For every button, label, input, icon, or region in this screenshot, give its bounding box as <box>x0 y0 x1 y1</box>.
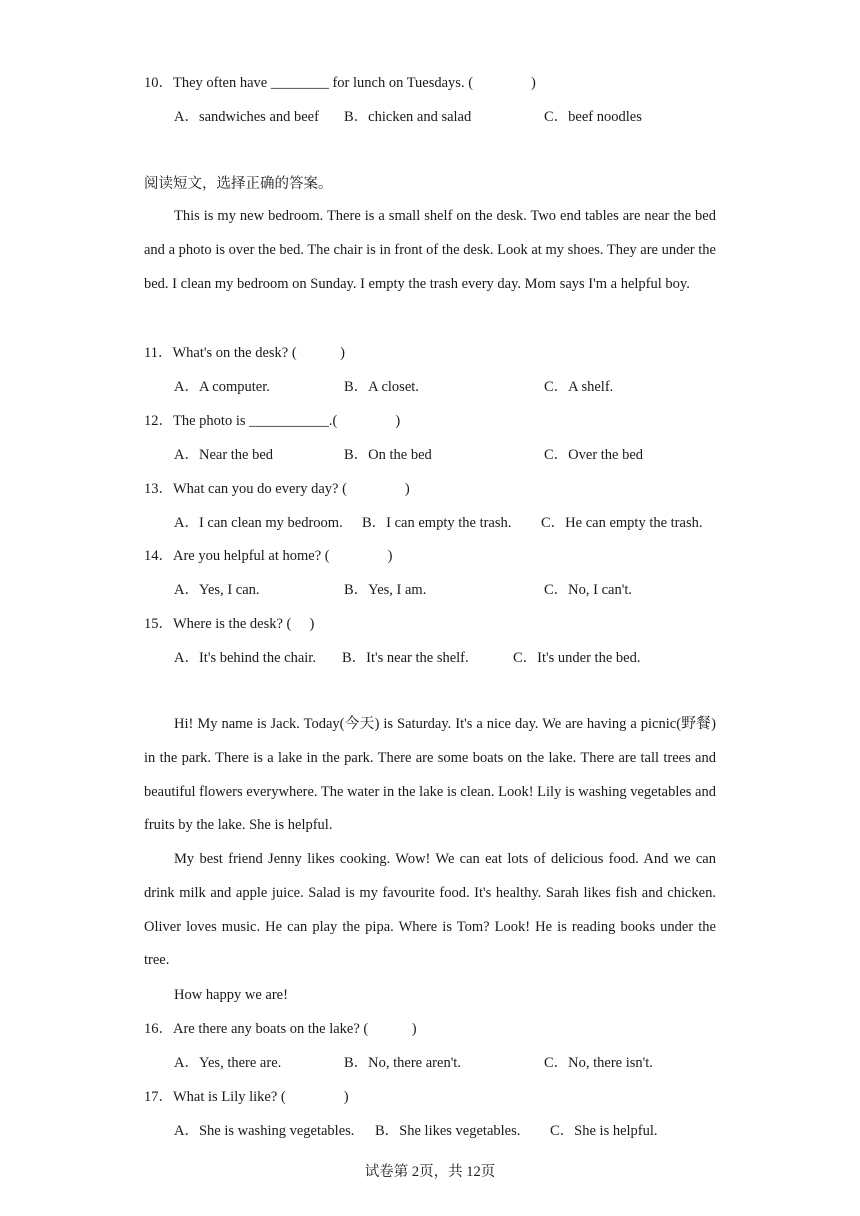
question-14-option-b: B．Yes, I am. <box>344 582 427 598</box>
question-11-option-b: B．A closet. <box>344 379 419 395</box>
question-15-option-a: A．It's behind the chair. <box>174 650 316 666</box>
page-footer: 试卷第 2页，共 12页 <box>364 1164 496 1180</box>
question-17-stem: 17．What is Lily like? ( ) <box>144 1089 349 1105</box>
question-10-option-b: B．chicken and salad <box>344 109 472 125</box>
question-17-option-a: A．She is washing vegetables. <box>174 1123 355 1139</box>
question-14-stem: 14．Are you helpful at home? ( ) <box>144 548 393 564</box>
passage-1-text: This is my new bedroom. There is a small shelf on the desk. Two end tables are near the bed and a photo is over the bed. The chair is in front of the desk. Look at my shoes. They are under the bed. I clean my bedroom on Sunday. I empty the trash every day. Mom says I'm a helpful boy. <box>144 208 716 292</box>
question-14-option-a: A．Yes, I can. <box>174 582 260 598</box>
question-10-option-a: A．sandwiches and beef <box>174 109 319 125</box>
question-10-option-c: C．beef noodles <box>544 109 642 125</box>
question-15-option-b: B．It's near the shelf. <box>342 650 469 666</box>
question-14-option-c: C．No, I can't. <box>544 582 632 598</box>
question-16-option-b: B．No, there aren't. <box>344 1055 461 1071</box>
question-16-stem: 16．Are there any boats on the lake? ( ) <box>144 1021 417 1037</box>
passage-2-paragraph-2-text: My best friend Jenny likes cooking. Wow! We can eat lots of delicious food. And we can drink milk and apple juice. Salad is my favourite food. It's healthy. Sarah likes fish and chicken. Oliver loves music. He can play the pipa. Where is Tom? Look! He is reading books under the tree. <box>144 851 716 969</box>
passage-2-paragraph-3: How happy we are! <box>174 987 288 1003</box>
question-17-option-b: B．She likes vegetables. <box>375 1123 521 1139</box>
question-12-option-a: A．Near the bed <box>174 447 274 463</box>
passage-2-paragraph-2 <box>144 843 716 978</box>
question-13-option-b: B．I can empty the trash. <box>362 515 512 531</box>
question-10-stem: 10．They often have ________ for lunch on Tuesdays. ( ) <box>144 75 536 91</box>
section-instruction: 阅读短文，选择正确的答案。 <box>144 176 333 192</box>
passage-1 <box>144 200 716 301</box>
question-12-option-c: C．Over the bed <box>544 447 644 463</box>
question-12-stem: 12．The photo is ___________.( ) <box>144 413 401 429</box>
question-15-stem: 15．Where is the desk? ( ) <box>144 616 315 632</box>
question-11-stem: 11．What's on the desk? ( ) <box>144 345 346 361</box>
passage-2-paragraph-1 <box>144 708 716 843</box>
question-11-option-c: C．A shelf. <box>544 379 614 395</box>
question-13-option-c: C．He can empty the trash. <box>541 515 703 531</box>
question-17-option-c: C．She is helpful. <box>550 1123 658 1139</box>
question-16-option-a: A．Yes, there are. <box>174 1055 282 1071</box>
question-15-option-c: C．It's under the bed. <box>513 650 641 666</box>
question-12-option-b: B．On the bed <box>344 447 432 463</box>
passage-2-paragraph-1-text: Hi! My name is Jack. Today(今天) is Saturday. It's a nice day. We are having a picnic(野餐) in the park. There is a lake in the park. There are some boats on the lake. There are tall trees and beautiful flowers everywhere. The water in the lake is clean. Look! Lily is washing vegetables and fruits by the lake. She is helpful. <box>144 716 716 834</box>
question-13-option-a: A．I can clean my bedroom. <box>174 515 343 531</box>
question-16-option-c: C．No, there isn't. <box>544 1055 653 1071</box>
question-13-stem: 13．What can you do every day? ( ) <box>144 481 410 497</box>
question-11-option-a: A．A computer. <box>174 379 270 395</box>
